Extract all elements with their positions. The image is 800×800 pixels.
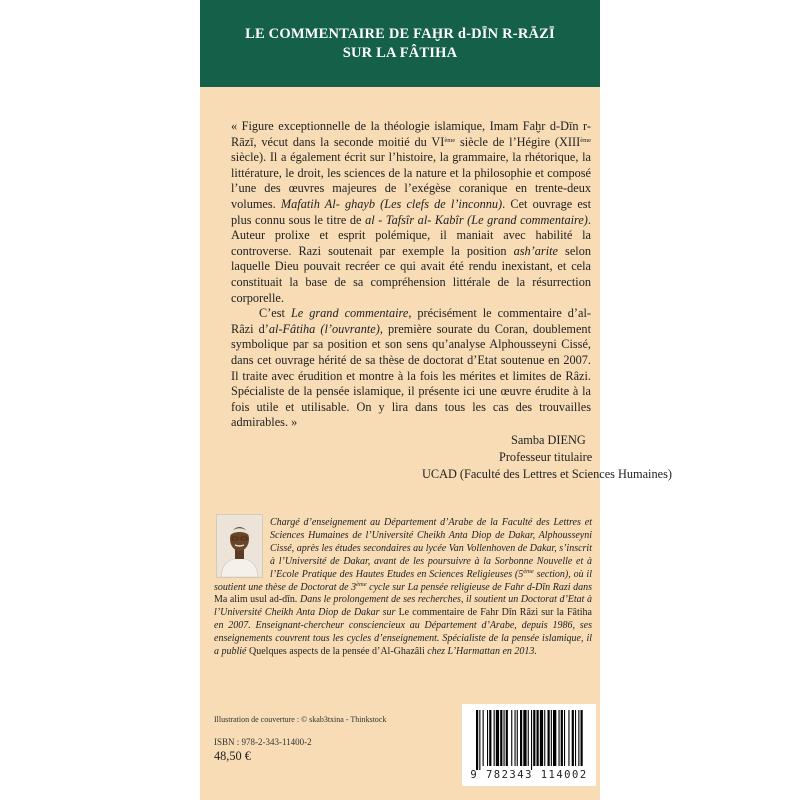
barcode (462, 704, 596, 786)
quote-paragraph-1: « Figure exceptionnelle de la théologie islamique, Imam Faḫr d-Dīn r-Rāzī, vécut dans la seconde moitié du VIème siècle de l’Hégire (XIIIème siècle). Il a également écrit sur l’histoire, la grammaire, la rhétorique, la littérature, le droit, les sciences de la nature et la philosophie et composé l’une des œuvres majeures de l’exégèse coranique en trente-deux volumes. Mafatih Al- ghayb (Les clefs de l’inconnu). Cet ouvrage est plus connu sous le titre de al - Tafsîr al- Kabîr (Le grand commentaire). Auteur prolixe et esprit polémique, il maniait avec habilité la controverse. Razi soutenait par exemple la position ash’arite selon laquelle Dieu pouvait recréer ce qui avait été rendu inexistant, et cela constituait la base de sa compréhension littérale de la résurrection corporelle. (231, 119, 592, 305)
blurb-quote (231, 119, 591, 431)
cover-illustration-credit: Illustration de couverture : © skab3txina - Thinkstock (214, 715, 387, 724)
quote-paragraph-2: C’est Le grand commentaire, précisément le commentaire d’al-Râzi d’al-Fâtiha (l’ouvrante), première sourate du Coran, doublement symbolique par sa position et son sens qu’analyse Alphousseyni Cissé, dans cet ouvrage hérité de sa thèse de doctorat d’Etat soutenue en 2007. Il traite avec érudition et montre à la fois les mérites et limites de Râzi. Spécialiste de la pensée islamique, il présente ici une œuvre érudite à la fois utile et utilisable. On y lira dans tous les cas des trouvailles admirables. » (231, 306, 592, 430)
author-bio (214, 517, 592, 659)
signature-affiliation: UCAD (Faculté des Lettres et Sciences Humaines) (422, 467, 672, 481)
quote-signature (422, 432, 672, 483)
signature-role: Professeur titulaire (499, 450, 593, 464)
barcode-number: 9 782343 114002 (470, 769, 588, 781)
title-line-1: LE COMMENTAIRE DE FAḪR d-DĪN R-RĀZĪ (245, 25, 555, 42)
title-line-2: SUR LA FÂTIHA (342, 44, 458, 61)
book-back-cover (200, 0, 672, 800)
barcode-bars-icon (462, 704, 596, 770)
signature-name: Samba DIENG (511, 433, 586, 447)
author-bio-text: Chargé d’enseignement au Département d’Arabe de la Faculté des Lettres et Sciences Humaines de l’Université Cheikh Anta Diop de Dakar, Alphousseyni Cissé, après les études secondaires au lycée Van Vollenhoven de Dakar, s’inscrit à l’Université de Dakar, avant de les poursuivre à la Sorbonne Nouvelle et à l’Ecole Pratique des Hautes Etudes en Sciences Religieuses (5ème section), où il soutient une thèse de Doctorat de 3ème cycle sur La pensée religieuse de Fahr d-Dīn Razi dans Ma alim usul ad-dīn. Dans le prolongement de ses recherches, il soutient un Doctorat d’Etat à l’Université Cheikh Anta Diop de Dakar sur Le commentaire de Fahr Dīn Râzi sur la Fâtiha en 2007. Enseignant-chercheur consciencieux au Département d’Arabe, depuis 1986, ses enseignements couvrent tous les cycles d’enseignement. Spécialiste de la pensée islamique, il a publié Quelques aspects de la pensée d’Al-Ghazâli chez L’Harmattan en 2013. (214, 517, 592, 658)
price: 48,50 € (214, 749, 251, 763)
title-banner (200, 0, 600, 87)
isbn-number: ISBN : 978-2-343-11400-2 (214, 737, 312, 747)
